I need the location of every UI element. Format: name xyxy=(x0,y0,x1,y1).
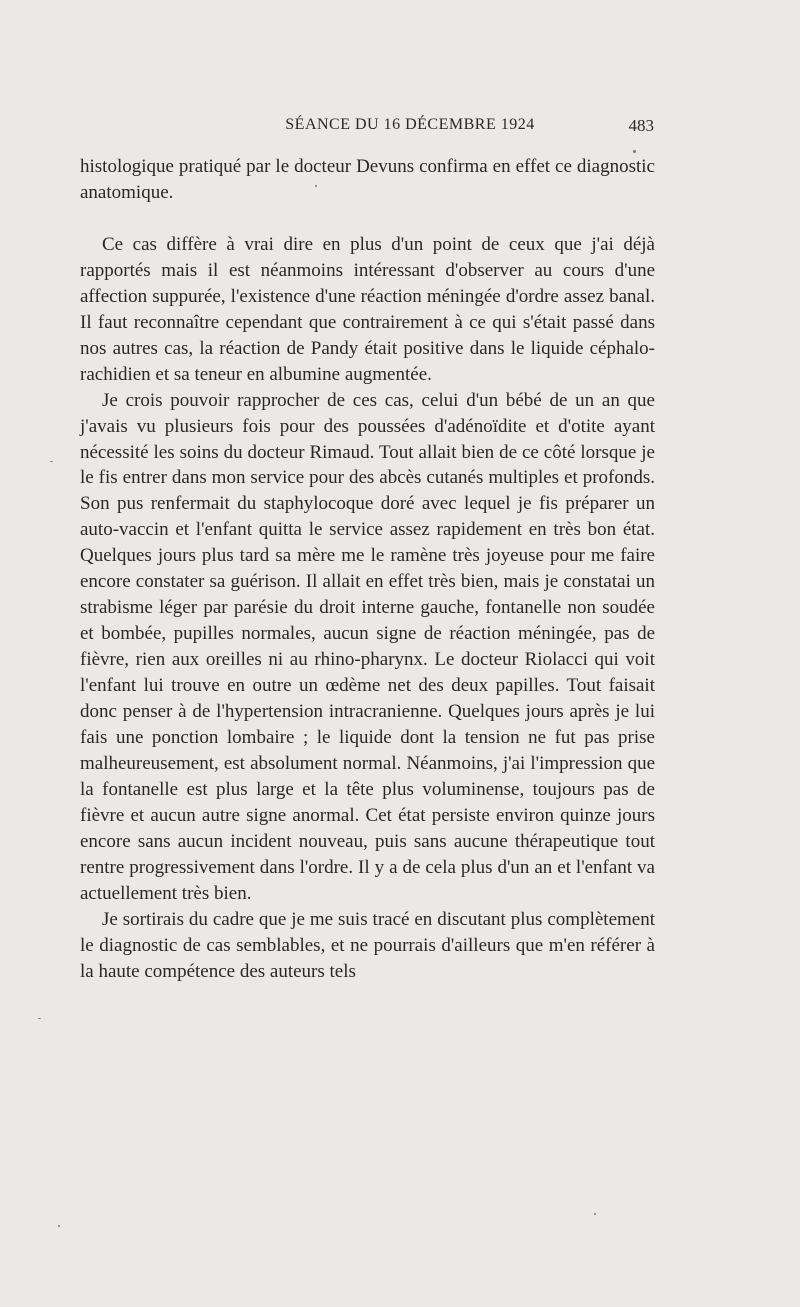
paragraph-case-comparison: Ce cas diffère à vrai dire en plus d'un point de ceux que j'ai déjà rapportés mais il est néanmoins intéressant d'observer au cours d'une affection suppurée, l'existence d'une réaction méningée d'ordre assez banal. Il faut reconnaître cependant que contrairement à ce qui s'était passé dans nos autres cas, la réaction de Pandy était positive dans le liquide céphalo-rachidien et sa teneur en albumine augmentée. xyxy=(80,233,655,385)
body-text xyxy=(80,154,655,985)
paper-speck xyxy=(633,150,636,153)
paragraph-infant-case: Je crois pouvoir rapprocher de ces cas, celui d'un bébé de un an que j'avais vu plusieurs fois pour des poussées d'adénoïdite et d'otite ayant nécessité les soins du docteur Rimaud. Tout allait bien de ce côté lorsque je le fis entrer dans mon service pour des abcès cutanés multiples et profonds. Son pus renfermait du staphylocoque doré avec lequel je fis préparer un auto-vaccin et l'enfant quitta le service assez rapidement en très bon état. Quelques jours plus tard sa mère me le ramène très joyeuse pour me faire encore constater sa guérison. Il allait en effet très bien, mais je constatai un strabisme léger par parésie du droit interne gauche, fontanelle non soudée et bombée, pupilles normales, aucun signe de réaction méningée, pas de fièvre, rien aux oreilles ni au rhino-pharynx. Le docteur Riolacci qui voit l'enfant lui trouve en outre un œdème net des deux papilles. Tout faisait donc penser à de l'hypertension intracranienne. Quelques jours après je lui fais une ponction lombaire ; le liquide dont la tension ne fut pas prise malheureusement, est absolument normal. Néanmoins, j'ai l'impression que la fontanelle est plus large et la tête plus voluminense, toujours pas de fièvre et aucun autre signe anormal. Cet état persiste environ quinze jours encore sans aucun incident nouveau, puis sans aucune thérapeutique tout rentre progressivement dans l'ordre. Il y a de cela plus d'un an et l'enfant va actuellement très bien. xyxy=(80,389,655,904)
paper-speck xyxy=(38,1018,41,1019)
running-title: SÉANCE DU 16 DÉCEMBRE 1924 xyxy=(285,116,535,133)
paper-speck xyxy=(50,461,53,462)
paragraph-diagnosis-discussion: Je sortirais du cadre que je me suis tracé en discutant plus complètement le diagnostic de cas semblables, et ne pourrais d'ailleurs que m'en référer à la haute compétence des auteurs tels xyxy=(80,908,655,982)
page-header xyxy=(82,116,654,140)
page-number: 483 xyxy=(628,116,654,135)
paragraph-continuation: histologique pratiqué par le docteur Devuns confirma en effet ce diagnostic anatomique. xyxy=(80,156,655,203)
paper-speck xyxy=(58,1225,60,1227)
paper-speck xyxy=(594,1213,596,1215)
paper-speck xyxy=(315,185,317,187)
